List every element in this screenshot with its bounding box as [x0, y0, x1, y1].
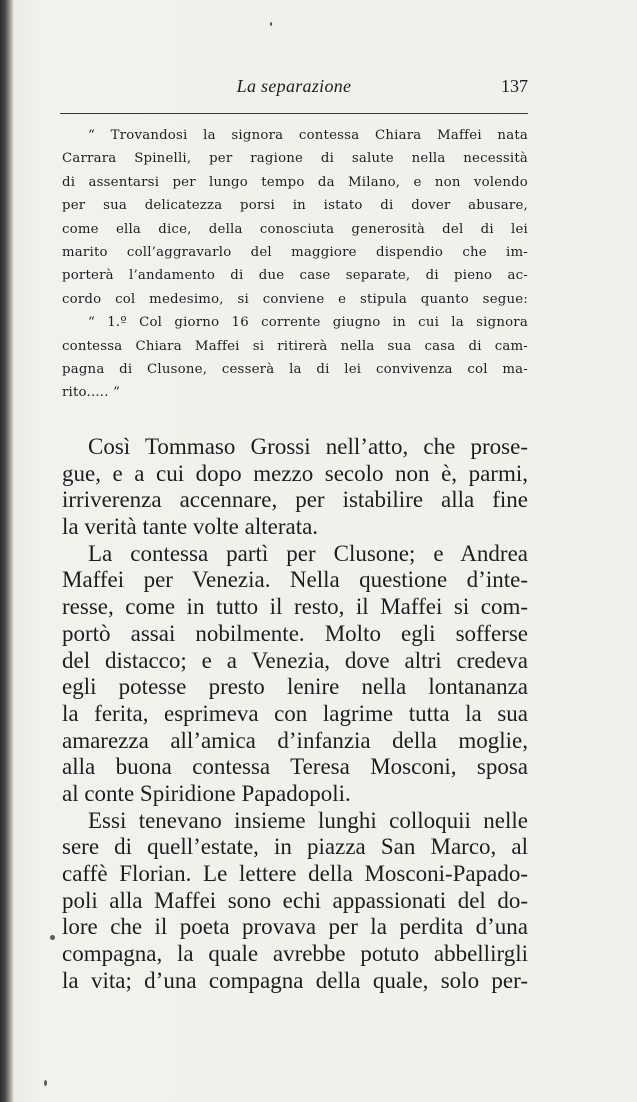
- body-line: Essi tenevano insieme lunghi colloquii nelle: [88, 807, 528, 833]
- quote-line: porterà l’andamento di due case separate, di pieno ac-: [62, 268, 528, 284]
- body-line: gue, e a cui dopo mezzo secolo non è, parmi,: [62, 460, 528, 486]
- quote-line: come ella dice, della conosciuta generosità del di lei: [62, 221, 528, 237]
- body-line: poli alla Maffei sono echi appassionati del do-: [62, 887, 528, 913]
- body-line: del distacco; e a Venezia, dove altri credeva: [62, 647, 528, 673]
- quote-line: cordo col medesimo, si conviene e stipula quanto segue:: [62, 291, 528, 307]
- body-line: compagna, la quale avrebbe potuto abbellirgli: [62, 941, 528, 967]
- body-line: Così Tommaso Grossi nell’atto, che prose-: [88, 434, 528, 459]
- body-line: la vita; d’una compagna della quale, solo per-: [62, 967, 528, 993]
- running-head: [60, 76, 528, 100]
- quote-line: “ 1.º Col giorno 16 corrente giugno in cui la signora: [88, 315, 528, 331]
- page-spine-shadow: [0, 0, 14, 1102]
- body-line: al conte Spiridione Papadopoli.: [62, 780, 351, 806]
- body-text: [62, 434, 528, 994]
- body-line: irriverenza accennare, per istabilire alla fine: [62, 487, 528, 513]
- quote-line: contessa Chiara Maffei si ritirerà nella sua casa di cam-: [62, 338, 528, 354]
- ink-spot: [50, 935, 55, 940]
- body-line: amarezza all’amica d’infanzia della moglie,: [62, 727, 528, 753]
- body-line: portò assai nobilmente. Molto egli sofferse: [62, 620, 528, 646]
- quote-line: Carrara Spinelli, per ragione di salute nella necessità: [62, 151, 528, 167]
- quote-line: pagna di Clusone, cesserà la di lei convivenza col ma-: [62, 361, 528, 377]
- body-line: Maffei per Venezia. Nella questione d’inte-: [62, 567, 528, 593]
- running-title: La separazione: [236, 76, 352, 96]
- body-line: lore che il poeta provava per la perdita d’una: [62, 914, 528, 940]
- page-number: 137: [501, 76, 528, 96]
- quote-line: per sua delicatezza porsi in istato di dover abusare,: [62, 198, 528, 214]
- body-line: egli potesse presto lenire nella lontananza: [62, 674, 528, 700]
- body-line: sere di quell’estate, in piazza San Marco, al: [62, 834, 528, 860]
- ink-spot: [270, 22, 272, 26]
- body-line: caffè Florian. Le lettere della Mosconi-Papado-: [62, 861, 528, 886]
- quote-line: di assentarsi per lungo tempo da Milano, e non volendo: [62, 174, 528, 190]
- body-line: resse, come in tutto il resto, il Maffei si com-: [62, 594, 528, 620]
- quoted-document: [62, 124, 528, 405]
- quote-line: rito..... ”: [62, 385, 121, 401]
- body-line: La contessa partì per Clusone; e Andrea: [88, 540, 528, 566]
- body-line: la verità tante volte alterata.: [62, 514, 319, 540]
- ink-spot: [44, 1080, 47, 1086]
- quote-line: “ Trovandosi la signora contessa Chiara Maffei nata: [88, 128, 528, 143]
- quote-line: marito coll’aggravarlo del maggiore dispendio che im-: [62, 244, 528, 260]
- body-line: la ferita, esprimeva con lagrime tutta la sua: [62, 700, 528, 726]
- header-rule: [60, 113, 528, 114]
- body-line: alla buona contessa Teresa Mosconi, sposa: [62, 754, 528, 780]
